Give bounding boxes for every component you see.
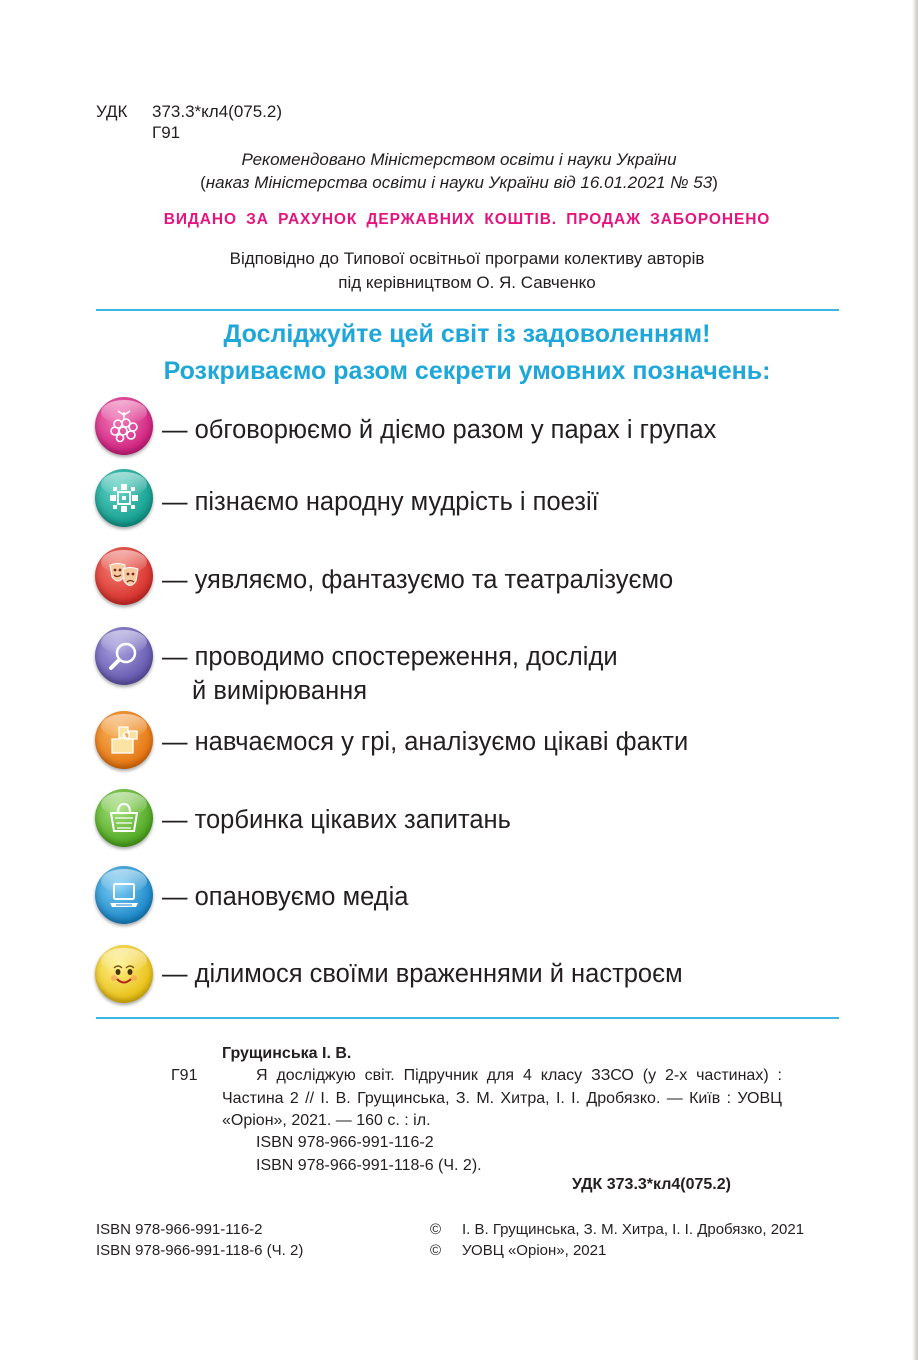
- theatre-masks-icon: [95, 547, 153, 605]
- copyright-symbol-2: ©: [430, 1242, 442, 1259]
- bib-mark: Г91: [171, 1067, 198, 1084]
- shopping-bag-icon: [95, 789, 153, 847]
- recommendation-order: наказ Міністерства освіти і науки України від 16.01.2021 № 53: [205, 173, 713, 192]
- page-edge-shadow: [912, 0, 918, 1360]
- program-line-1: Відповідно до Типової освітньої програми колективу авторів: [229, 249, 705, 268]
- puzzle-icon: [95, 711, 153, 769]
- recommendation-line-2: [0, 171, 918, 194]
- bib-isbn-2: ISBN 978-966-991-118-6 (Ч. 2).: [256, 1157, 482, 1174]
- legend-item-observation-line2: й вимірювання: [192, 677, 368, 705]
- program-line-2: під керівництвом О. Я. Савченко: [338, 273, 596, 292]
- udk-code: 373.3*кл4(075.2): [152, 102, 283, 121]
- paren-close: ): [712, 173, 718, 192]
- legend-item-imagination: — уявляємо, фантазуємо та театралізуємо: [162, 566, 674, 594]
- legend-item-folk-wisdom: — пізнаємо народну мудрість і поезії: [162, 488, 599, 516]
- legend-item-question-bag: — торбинка цікавих запитань: [162, 806, 511, 834]
- udk-classification: [96, 100, 282, 123]
- rowan-berries-icon: [95, 397, 153, 455]
- recommendation-line-1: Рекомендовано Міністерством освіти і науки України: [241, 150, 677, 169]
- legend-item-pairs: — обговорюємо й діємо разом у парах і групах: [162, 416, 717, 444]
- copyright-authors: І. В. Грущинська, З. М. Хитра, І. І. Дробязко, 2021: [462, 1221, 805, 1238]
- copyright-symbol-1: ©: [430, 1221, 442, 1238]
- footer-isbn-2: ISBN 978-966-991-118-6 (Ч. 2): [96, 1242, 304, 1259]
- funded-notice: ВИДАНО ЗА РАХУНОК ДЕРЖАВНИХ КОШТІВ. ПРОДАЖ ЗАБОРОНЕНО: [163, 211, 771, 228]
- embroidery-pattern-icon: [95, 469, 153, 527]
- divider-bottom: [96, 1017, 839, 1019]
- divider-top: [96, 309, 839, 311]
- legend-item-impressions: — ділимося своїми враженнями й настроєм: [162, 960, 683, 988]
- legend-item-media: — опановуємо медіа: [162, 883, 409, 911]
- copyright-publisher: УОВЦ «Оріон», 2021: [462, 1242, 607, 1259]
- paren-open: (: [200, 173, 206, 192]
- legend-item-observation-line1: — проводимо спостереження, досліди: [162, 643, 618, 671]
- legend-heading-2: Розкриваємо разом секрети умовних позначень:: [163, 357, 771, 385]
- footer-isbn-1: ISBN 978-966-991-116-2: [96, 1221, 263, 1238]
- author-mark: Г91: [152, 123, 181, 142]
- udk-label: УДК: [96, 102, 128, 121]
- legend-item-observation: [162, 640, 618, 708]
- bib-isbn-1: ISBN 978-966-991-116-2: [256, 1134, 434, 1151]
- smiley-face-icon: [95, 945, 153, 1003]
- bib-description: Я досліджую світ. Підручник для 4 класу ЗЗСО (у 2-х частинах) : Частина 2 // І. В. Грущинська, З. М. Хитра, І. І. Дробязко. — Київ : УОВЦ «Оріон», 2021. — 160 с. : іл.: [222, 1067, 782, 1129]
- magnifier-icon: [95, 627, 153, 685]
- legend-heading-1: Досліджуйте цей світ із задоволенням!: [223, 320, 711, 348]
- bib-author: Грущинська І. В.: [222, 1045, 352, 1062]
- legend-item-game-learning: — навчаємося у грі, аналізуємо цікаві факти: [162, 728, 689, 756]
- bib-udk: УДК 373.3*кл4(075.2): [572, 1176, 731, 1193]
- laptop-icon: [95, 866, 153, 924]
